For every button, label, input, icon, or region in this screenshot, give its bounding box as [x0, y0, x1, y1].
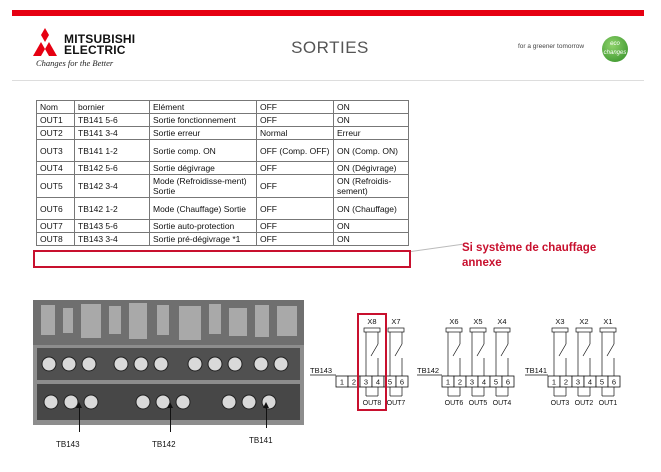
table-cell: TB142 1-2	[75, 198, 150, 220]
table-cell: TB142 3-4	[75, 175, 150, 198]
table-cell: TB141 5-6	[75, 114, 150, 127]
table-cell: ON	[334, 114, 409, 127]
table-cell: OUT8	[37, 233, 75, 246]
slogan: for a greener tomorrow	[518, 43, 585, 50]
table-cell: ON	[334, 220, 409, 233]
relay-contact	[453, 344, 460, 356]
relay-label: X4	[497, 317, 507, 326]
terminal-number: 2	[563, 377, 569, 387]
terminal-number: 1	[445, 377, 451, 387]
relay-label: X8	[367, 317, 377, 326]
out8-diagram-highlight	[358, 314, 386, 410]
header-divider	[12, 80, 644, 81]
relay-contact	[559, 344, 566, 356]
brand-line-2: ELECTRIC	[64, 43, 126, 57]
col-header: ON	[334, 101, 409, 114]
relay-contact	[607, 344, 614, 356]
table-cell: TB141 3-4	[75, 127, 150, 140]
table-cell: TB143 5-6	[75, 220, 150, 233]
relay-bracket	[446, 328, 462, 332]
top-accent-bar	[12, 10, 644, 16]
relay-contact	[583, 344, 590, 356]
mitsubishi-logo	[30, 28, 170, 76]
table-cell: OUT3	[37, 140, 75, 162]
output-label: OUT4	[492, 400, 512, 407]
relay-bracket	[388, 328, 404, 332]
block-label-tb141: TB141	[525, 366, 548, 375]
relay-bracket	[576, 328, 592, 332]
relay-bracket	[600, 328, 616, 332]
arrow-tb143	[79, 406, 80, 432]
table-cell: Sortie fonctionnement	[150, 114, 257, 127]
table-cell: OUT6	[37, 198, 75, 220]
arrow-head-icon	[76, 402, 82, 408]
table-row	[37, 140, 409, 162]
relay-label: X5	[473, 317, 483, 326]
table-cell: OUT2	[37, 127, 75, 140]
relay-bracket	[470, 328, 486, 332]
table-cell: TB142 5-6	[75, 162, 150, 175]
terminal-wiring-diagram	[310, 310, 655, 430]
terminal-number: 3	[363, 377, 369, 387]
table-cell: Sortie auto-protection	[150, 220, 257, 233]
table-cell: OFF	[257, 233, 334, 246]
table-cell: OFF	[257, 114, 334, 127]
col-header: OFF	[257, 101, 334, 114]
terminal-number: 6	[505, 377, 511, 387]
block-label-tb143: TB143	[310, 366, 333, 375]
table-cell: Erreur	[334, 127, 409, 140]
table-cell: OFF	[257, 220, 334, 233]
table-cell: ON (Refroidis-sement)	[334, 175, 409, 198]
relay-contact	[477, 344, 484, 356]
out8-highlight-box	[33, 250, 411, 268]
table-cell: OUT1	[37, 114, 75, 127]
table-cell: TB143 3-4	[75, 233, 150, 246]
table-cell: ON	[334, 233, 409, 246]
terminal-number: 4	[481, 377, 487, 387]
table-row	[37, 220, 409, 233]
table-cell: Sortie erreur	[150, 127, 257, 140]
table-cell: Sortie dégivrage	[150, 162, 257, 175]
relay-bracket	[494, 328, 510, 332]
table-row	[37, 127, 409, 140]
terminal-number: 2	[457, 377, 463, 387]
relay-label: X1	[603, 317, 613, 326]
three-diamonds-icon	[30, 28, 60, 56]
brand-line-1: MITSUBISHI	[64, 32, 136, 46]
page-title: SORTIES	[291, 38, 369, 57]
table-cell: Normal	[257, 127, 334, 140]
terminal-number: 5	[493, 377, 499, 387]
terminal-number: 6	[611, 377, 617, 387]
table-cell: Sortie pré-dégivrage *1	[150, 233, 257, 246]
arrow-tb142	[170, 406, 171, 432]
terminal-number: 4	[587, 377, 593, 387]
table-cell: OUT4	[37, 162, 75, 175]
table-cell: ON (Dégivrage)	[334, 162, 409, 175]
terminal-number: 1	[339, 377, 345, 387]
tagline: Changes for the Better	[36, 58, 114, 68]
table-cell: ON (Comp. ON)	[334, 140, 409, 162]
relay-label: X3	[555, 317, 565, 326]
relay-contact	[395, 344, 402, 356]
terminal-number: 2	[351, 377, 357, 387]
output-label: OUT6	[444, 400, 464, 407]
output-label: OUT3	[550, 400, 570, 407]
table-cell: TB141 1-2	[75, 140, 150, 162]
terminal-number: 1	[551, 377, 557, 387]
relay-label: X2	[579, 317, 589, 326]
relay-bracket	[364, 328, 380, 332]
table-row	[37, 233, 409, 246]
terminal-number: 5	[599, 377, 605, 387]
terminal-number: 4	[375, 377, 381, 387]
relay-label: X6	[449, 317, 459, 326]
table-cell: OFF (Comp. OFF)	[257, 140, 334, 162]
photo-label-tb143: TB143	[56, 440, 80, 449]
table-cell: OFF	[257, 175, 334, 198]
callout-line-1: Si système de chauffage	[462, 242, 597, 254]
eco-changes-icon: eco changes	[602, 36, 628, 62]
photo-label-tb142: TB142	[152, 440, 176, 449]
table-row	[37, 198, 409, 220]
output-label: OUT7	[386, 400, 406, 407]
col-header: Nom	[37, 101, 75, 114]
photo-label-tb141: TB141	[249, 436, 273, 445]
col-header: bornier	[75, 101, 150, 114]
arrow-head-icon	[263, 402, 269, 408]
relay-label: X7	[391, 317, 401, 326]
table-row	[37, 175, 409, 198]
table-cell: OUT7	[37, 220, 75, 233]
table-header-row	[37, 101, 409, 114]
output-label: OUT8	[362, 400, 382, 407]
table-cell: OFF	[257, 162, 334, 175]
callout-note	[462, 241, 596, 271]
table-cell: OUT5	[37, 175, 75, 198]
relay-contact	[371, 344, 378, 356]
terminal-number: 3	[469, 377, 475, 387]
table-cell: ON (Chauffage)	[334, 198, 409, 220]
callout-line	[411, 244, 463, 252]
arrow-head-icon	[167, 402, 173, 408]
output-label: OUT1	[598, 400, 618, 407]
terminal-number: 6	[399, 377, 405, 387]
output-label: OUT2	[574, 400, 594, 407]
table-row	[37, 114, 409, 127]
output-label: OUT5	[468, 400, 488, 407]
arrow-tb141	[266, 406, 267, 428]
col-header: Elément	[150, 101, 257, 114]
block-label-tb142: TB142	[417, 366, 440, 375]
table-cell: Mode (Refroidisse-ment) Sortie	[150, 175, 257, 198]
relay-bracket	[552, 328, 568, 332]
outputs-table	[36, 100, 409, 246]
table-row	[37, 162, 409, 175]
relay-contact	[501, 344, 508, 356]
table-cell: Mode (Chauffage) Sortie	[150, 198, 257, 220]
terminal-number: 5	[387, 377, 393, 387]
callout-line-2: annexe	[462, 257, 502, 269]
table-cell: OFF	[257, 198, 334, 220]
terminal-number: 3	[575, 377, 581, 387]
table-cell: Sortie comp. ON	[150, 140, 257, 162]
